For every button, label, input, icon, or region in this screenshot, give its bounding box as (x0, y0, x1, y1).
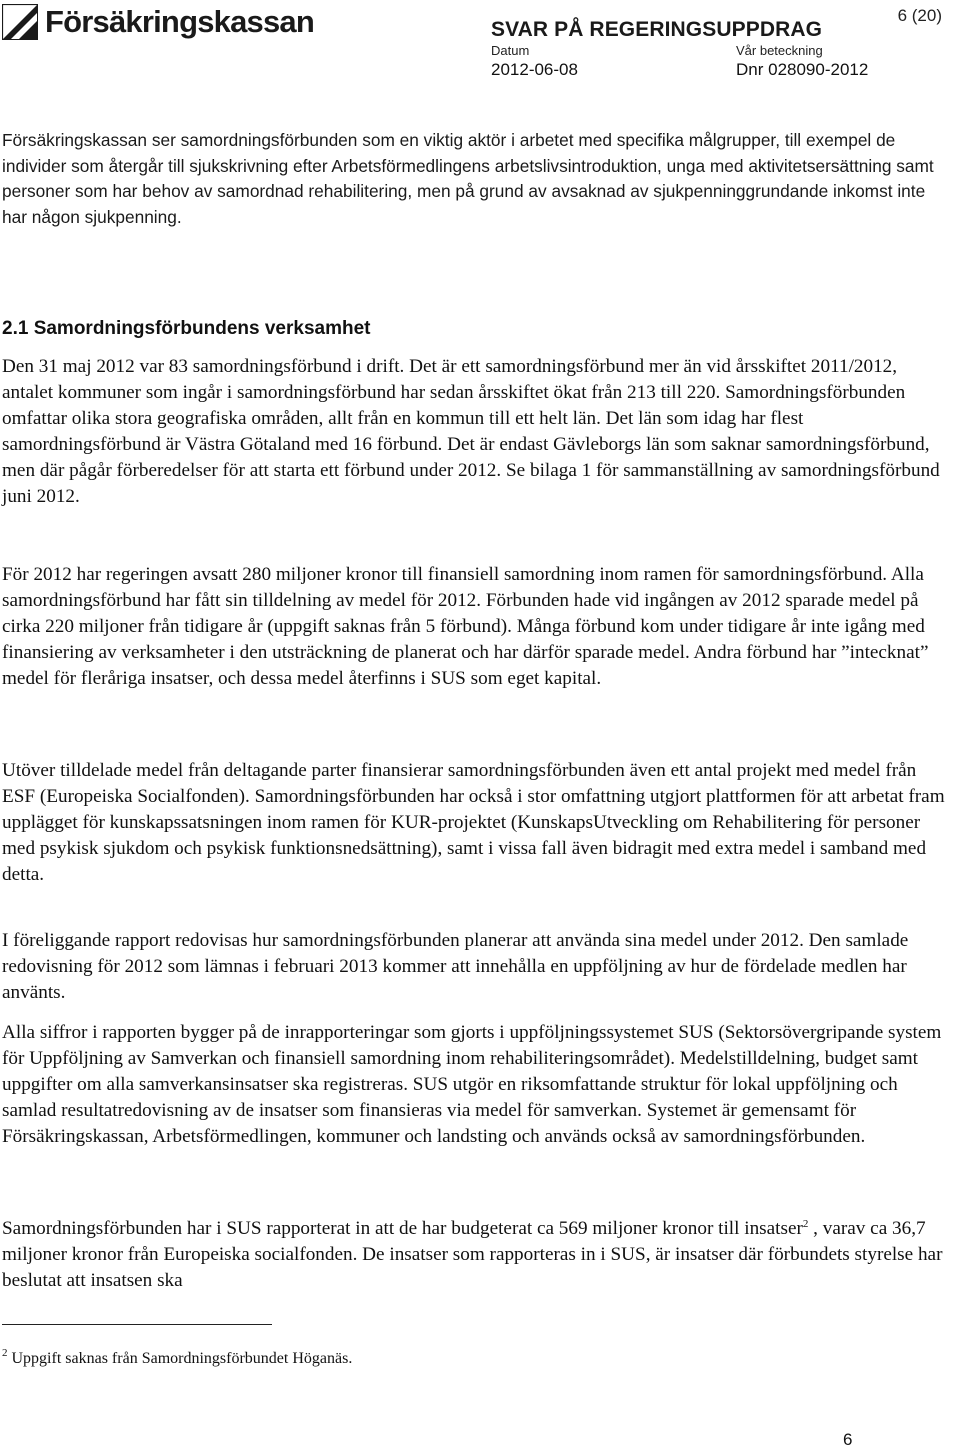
org-name: Försäkringskassan (45, 4, 314, 39)
date-label: Datum (491, 43, 530, 58)
date-value: 2012-06-08 (491, 60, 578, 79)
footnote (2, 1347, 353, 1368)
footnote-reference: 2 (802, 1218, 809, 1230)
body-paragraph: Den 31 maj 2012 var 83 samordningsförbund i drift. Det är ett samordningsförbund mer än vid årsskiftet 2011/2012, antalet kommuner som ingår i samordningsförbund har sedan årsskiftet ökat från 213 till 220. Samordningsförbunden omfattar olika stora geografiska områden, allt från en kommun till ett helt län. Det län som idag har flest samordningsförbund är Västra Götaland med 16 förbund. Det är endast Gävleborgs län som saknar samordningsförbund, men där pågår förberedelser för att starta ett förbund under 2012. Se bilaga 1 för sammanställning av samordningsförbund juni 2012. (2, 356, 940, 507)
body-paragraph: Utöver tilldelade medel från deltagande parter finansierar samordningsförbunden även ett antal projekt med medel från ESF (Europeiska Socialfonden). Samordningsförbunden har också i stor omfattning utgjort plattformen för att arbetat fram upplägget för kunskapssatsningen inom ramen för KUR-projektet (KunskapsUtveckling om Rehabilitering för personer med psykisk sjukdom och psykisk funktionsnedsättning), samt i vissa fall även bidragit med extra medel i samband med detta. (2, 760, 945, 885)
body-paragraph: För 2012 har regeringen avsatt 280 miljoner kronor till finansiell samordning inom ramen för samordningsförbund. Alla samordningsförbund har fått sin tilldelning av medel för 2012. Förbunden hade vid ingången av 2012 sparade medel på cirka 220 miljoner från tidigare år (uppgift saknas från 5 förbund). Många förbund kom under tidigare år inte igång med finansiering av verksamheter i den utsträckning de planerat och har därför sparade medel. Andra förbund har ”intecknat” medel för fleråriga insatser, och dessa medel återfinns i SUS som eget kapital. (2, 564, 929, 689)
body-paragraph: Alla siffror i rapporten bygger på de inrapporteringar som gjorts i uppföljningssystemet SUS (Sektorsövergripande system för Uppföljning av Samverkan och finansiell samordning inom rehabiliteringsområdet). Medelstilldelning, budget samt uppgifter om alla samverkansinsatser ska registreras. SUS utgör en riksomfattande struktur för lokal uppföljning och samlad resultatredovisning av de insatser som finansieras via medel för samverkan. Systemet är gemensamt för Försäkringskassan, Arbetsförmedlingen, kommuner och landsting och används också av samordningsförbunden. (2, 1022, 942, 1147)
org-logo (2, 4, 314, 40)
reference-value: Dnr 028090-2012 (736, 60, 869, 79)
footnote-divider (2, 1324, 272, 1325)
page-indicator: 6 (20) (897, 6, 942, 25)
intro-paragraph: Försäkringskassan ser samordningsförbunden som en viktig aktör i arbetet med specifika målgrupper, till exempel de individer som återgår till sjukskrivning efter Arbetsförmedlingens arbetslivsintroduktion, unga med aktivitetsersättning samt personer som har behov av samordnad rehabilitering, men på grund av avsaknad av sjukpenninggrundande inkomst inte har någon sjukpenning. (2, 130, 934, 228)
paragraph-text: Samordningsförbunden har i SUS rapporterat in att de har budgeterat ca 569 miljoner kronor till insatser (2, 1218, 803, 1239)
document-type: SVAR PÅ REGERINGSUPPDRAG (491, 18, 823, 41)
reference-label: Vår beteckning (736, 43, 823, 58)
body-paragraph-with-footnote (2, 1216, 950, 1294)
section-heading: 2.1 Samordningsförbundens verksamhet (2, 318, 371, 339)
forsakringskassan-logo-icon (2, 4, 38, 40)
footer-page-number: 6 (843, 1430, 853, 1449)
footnote-text: Uppgift saknas från Samordningsförbundet Höganäs. (7, 1350, 353, 1367)
paragraph-text: , varav ca 36,7 miljoner kronor från Europeiska socialfonden. De insatser som rapporteras in i SUS, är insatser där förbundets styrelse har beslutat att insatsen ska (2, 1218, 943, 1291)
body-paragraph: I föreliggande rapport redovisas hur samordningsförbunden planerar att använda sina medel under 2012. Den samlade redovisning för 2012 som lämnas i februari 2013 kommer att innehålla en uppföljning av hur de fördelade medlen har använts. (2, 930, 909, 1003)
footnote-number: 2 (2, 1347, 8, 1359)
page-header (0, 0, 960, 90)
